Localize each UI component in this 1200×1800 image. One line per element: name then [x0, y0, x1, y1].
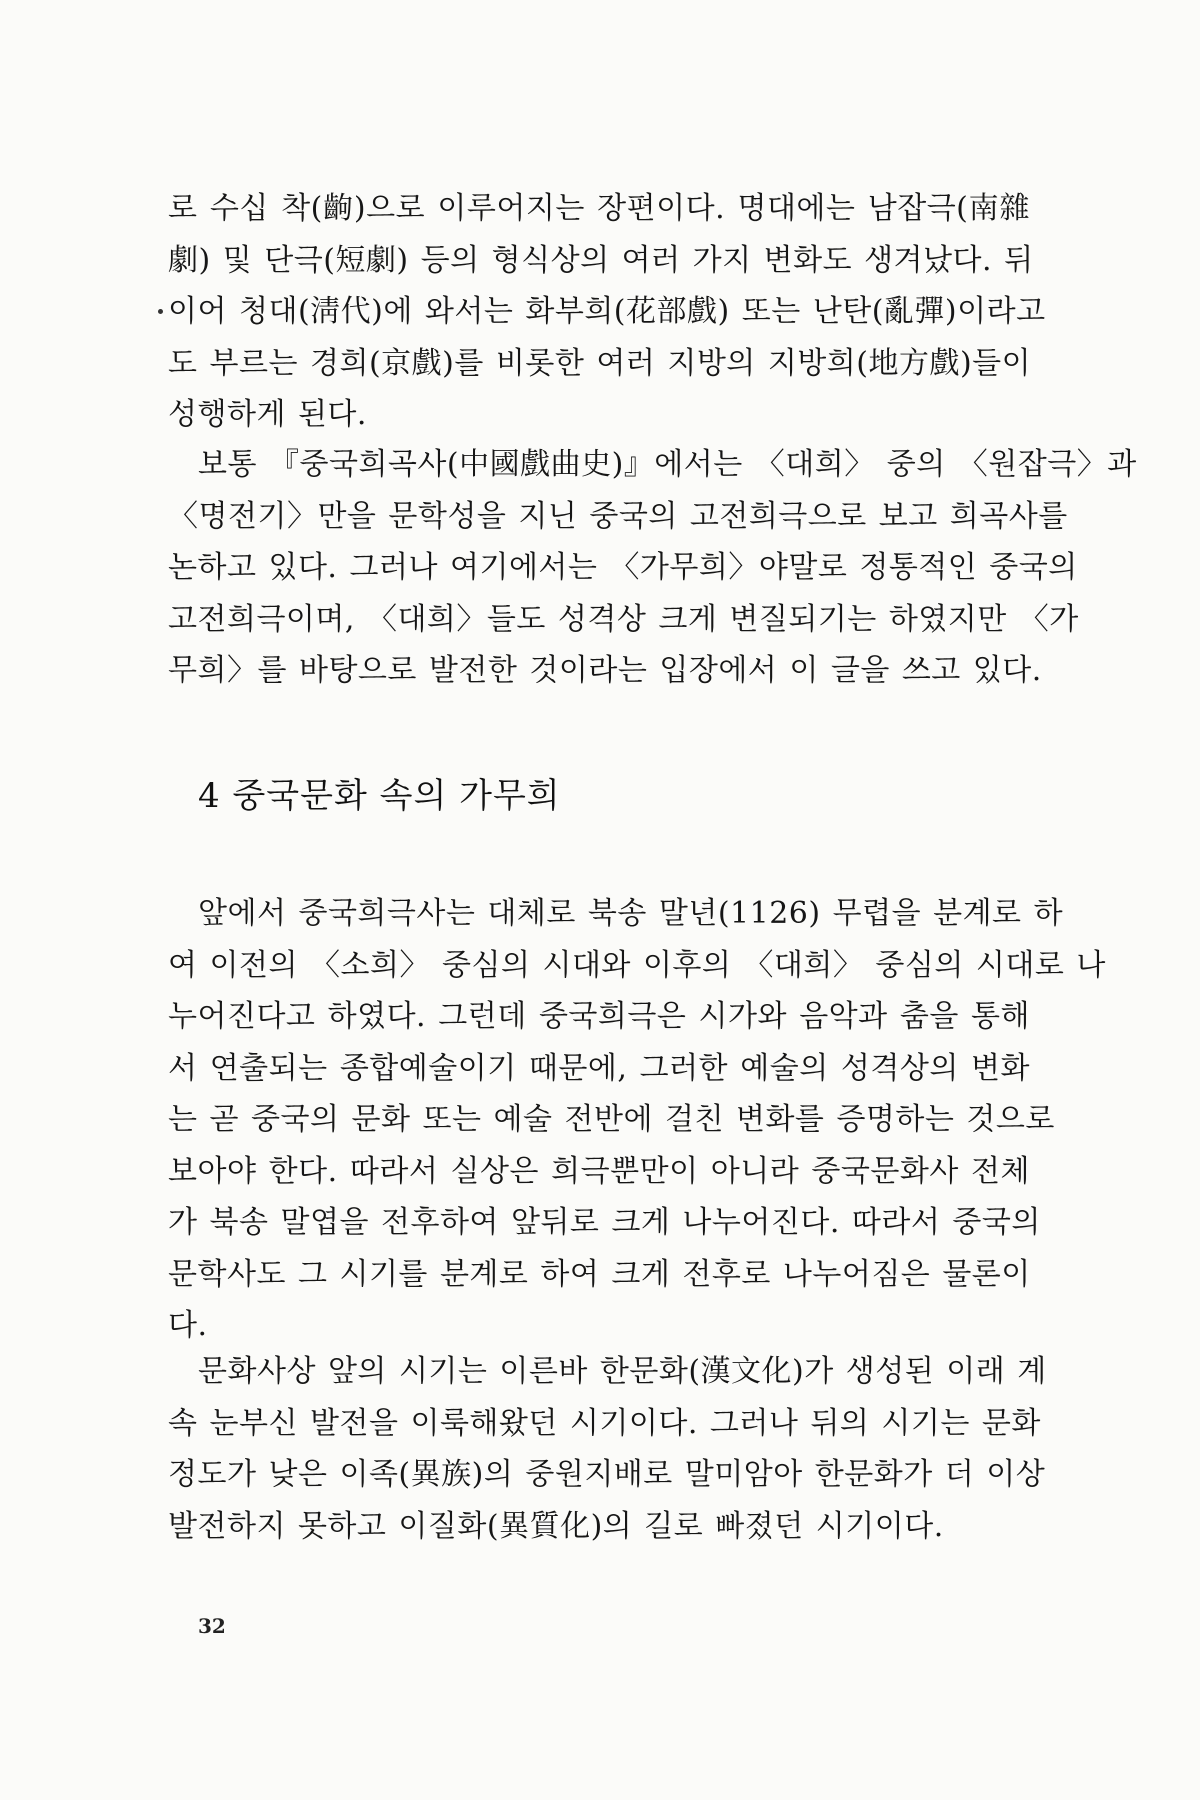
paragraph-line: 문학사도 그 시기를 분계로 하여 크게 전후로 나누어짐은 물론이: [168, 1256, 1031, 1292]
paragraph-line: 보아야 한다. 따라서 실상은 희극뿐만이 아니라 중국문화사 전체: [168, 1153, 1030, 1189]
paragraph-line: 여 이전의 〈소희〉 중심의 시대와 이후의 〈대희〉 중심의 시대로 나: [168, 947, 1106, 983]
paragraph-line: 다.: [168, 1308, 208, 1343]
paragraph-line: 문화사상 앞의 시기는 이른바 한문화(漢文化)가 생성된 이래 계: [198, 1354, 1047, 1389]
paragraph-1: [168, 183, 1046, 441]
paragraph-4: [168, 1346, 1047, 1552]
paragraph-line: 도 부르는 경희(京戲)를 비롯한 여러 지방의 지방희(地方戲)들이: [168, 345, 1032, 381]
paragraph-line: 보통 『중국희곡사(中國戲曲史)』에서는 〈대희〉 중의 〈원잡극〉과: [198, 447, 1137, 482]
paragraph-3: [168, 888, 1106, 1352]
paragraph-line: 〈명전기〉만을 문학성을 지닌 중국의 고전희극으로 보고 희곡사를: [168, 498, 1068, 534]
paragraph-line: 로 수십 착(齣)으로 이루어지는 장편이다. 명대에는 남잡극(南雜: [168, 191, 1030, 226]
paragraph-2: [168, 439, 1137, 697]
paragraph-line: 서 연출되는 종합예술이기 때문에, 그러한 예술의 성격상의 변화: [168, 1050, 1030, 1086]
paragraph-line: 무희〉를 바탕으로 발전한 것이라는 입장에서 이 글을 쓰고 있다.: [168, 653, 1042, 688]
paragraph-line: 누어진다고 하였다. 그런데 중국희극은 시가와 음악과 춤을 통해: [168, 999, 1030, 1034]
paragraph-line: 劇) 및 단극(短劇) 등의 형식상의 여러 가지 변화도 생겨났다. 뒤: [168, 242, 1034, 278]
paragraph-line: 앞에서 중국희극사는 대체로 북송 말년(1126) 무렵을 분계로 하: [198, 896, 1064, 931]
paragraph-line: 는 곧 중국의 문화 또는 예술 전반에 걸친 변화를 증명하는 것으로: [168, 1102, 1055, 1137]
section-heading: 4 중국문화 속의 가무희: [198, 776, 561, 816]
paragraph-line: 논하고 있다. 그러나 여기에서는 〈가무희〉야말로 정통적인 중국의: [168, 550, 1078, 585]
page-number: 32: [198, 1614, 226, 1638]
paragraph-line: 성행하게 된다.: [168, 397, 367, 432]
paragraph-line: 속 눈부신 발전을 이룩해왔던 시기이다. 그러나 뒤의 시기는 문화: [168, 1405, 1041, 1441]
paragraph-line: 발전하지 못하고 이질화(異質化)의 길로 빠졌던 시기이다.: [168, 1508, 944, 1544]
paragraph-line: 고전희극이며, 〈대희〉들도 성격상 크게 변질되기는 하였지만 〈가: [168, 601, 1079, 637]
paragraph-line: 가 북송 말엽을 전후하여 앞뒤로 크게 나누어진다. 따라서 중국의: [168, 1205, 1041, 1240]
margin-dot-mark: [158, 309, 163, 314]
paragraph-line: 정도가 낮은 이족(異族)의 중원지배로 말미암아 한문화가 더 이상: [168, 1457, 1046, 1492]
paragraph-line: 이어 청대(淸代)에 와서는 화부희(花部戲) 또는 난탄(亂彈)이라고: [168, 294, 1046, 329]
